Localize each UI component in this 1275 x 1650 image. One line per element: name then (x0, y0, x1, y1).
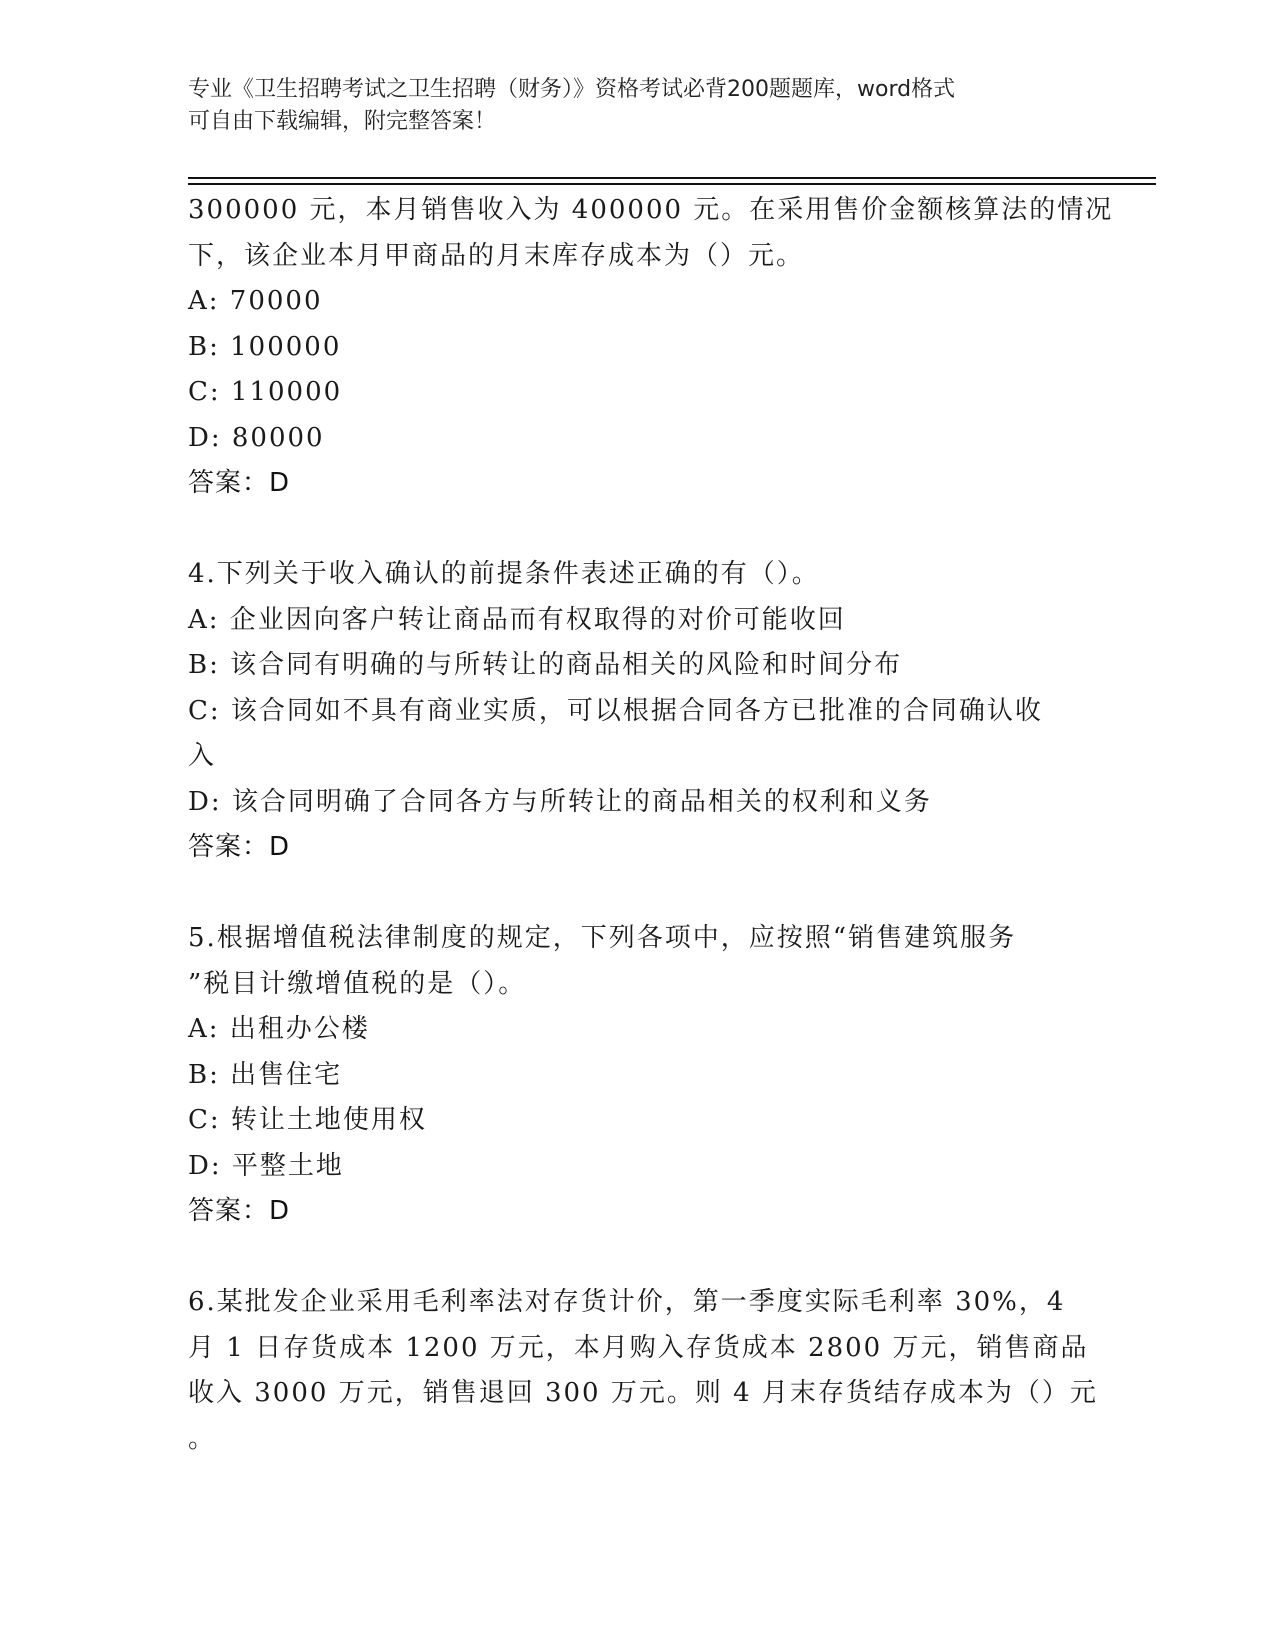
question-stem: 6.某批发企业采用毛利率法对存货计价，第一季度实际毛利率 30%，4 (188, 1287, 1066, 1317)
question-stem: 4.下列关于收入确认的前提条件表述正确的有（）。 (188, 559, 820, 589)
question-stem: 。 (188, 1423, 217, 1454)
option-c: C: 转让土地使用权 (188, 1105, 427, 1135)
question-3 (188, 188, 1114, 507)
question-stem: ”税目计缴增值税的是（）。 (188, 968, 527, 999)
option-b: B: 100000 (188, 331, 342, 362)
spacer (188, 871, 1088, 917)
option-a: A: 企业因向客户转让商品而有权取得的对价可能收回 (188, 604, 846, 635)
option-b: B: 该合同有明确的与所转让的商品相关的风险和时间分布 (188, 650, 903, 680)
option-d: D: 平整土地 (188, 1150, 344, 1181)
answer: 答案：D (188, 468, 291, 498)
header-rule-bottom (188, 183, 1156, 185)
option-c: C: 该合同如不具有商业实质，可以根据合同各方已批准的合同确认收 (188, 695, 1043, 726)
header-line-1: 专业《卫生招聘考试之卫生招聘（财务）》资格考试必背200题题库，word格式 (188, 77, 956, 102)
question-list (188, 188, 1114, 1462)
question-stem: 下，该企业本月甲商品的月末库存成本为（）元。 (188, 240, 805, 271)
spacer (188, 1235, 1088, 1281)
option-c-continued: 入 (188, 741, 217, 771)
option-d: D: 80000 (188, 422, 325, 453)
option-b: B: 出售住宅 (188, 1059, 343, 1090)
document-header (188, 74, 1088, 138)
spacer (188, 507, 1088, 553)
option-a: A: 出租办公楼 (188, 1014, 370, 1044)
option-c: C: 110000 (188, 377, 343, 407)
header-line-2: 可自由下载编辑，附完整答案！ (188, 109, 497, 134)
question-6 (188, 1280, 1098, 1462)
question-stem: 300000 元，本月销售收入为 400000 元。在采用售价金额核算法的情况 (188, 195, 1114, 225)
answer: 答案：D (188, 1196, 291, 1226)
question-stem: 月 1 日存货成本 1200 万元，本月购入存货成本 2800 万元，销售商品 (188, 1332, 1089, 1363)
question-stem: 5.根据增值税法律制度的规定，下列各项中，应按照“销售建筑服务 (188, 923, 1017, 953)
question-stem: 收入 3000 万元，销售退回 300 万元。则 4 月末存货结存成本为（）元 (188, 1378, 1098, 1408)
option-a: A: 70000 (188, 286, 323, 316)
header-rule-top (188, 177, 1156, 179)
answer: 答案：D (188, 832, 291, 862)
question-4 (188, 552, 1088, 871)
option-d: D: 该合同明确了合同各方与所转让的商品相关的权利和义务 (188, 786, 932, 817)
question-5 (188, 916, 1088, 1235)
